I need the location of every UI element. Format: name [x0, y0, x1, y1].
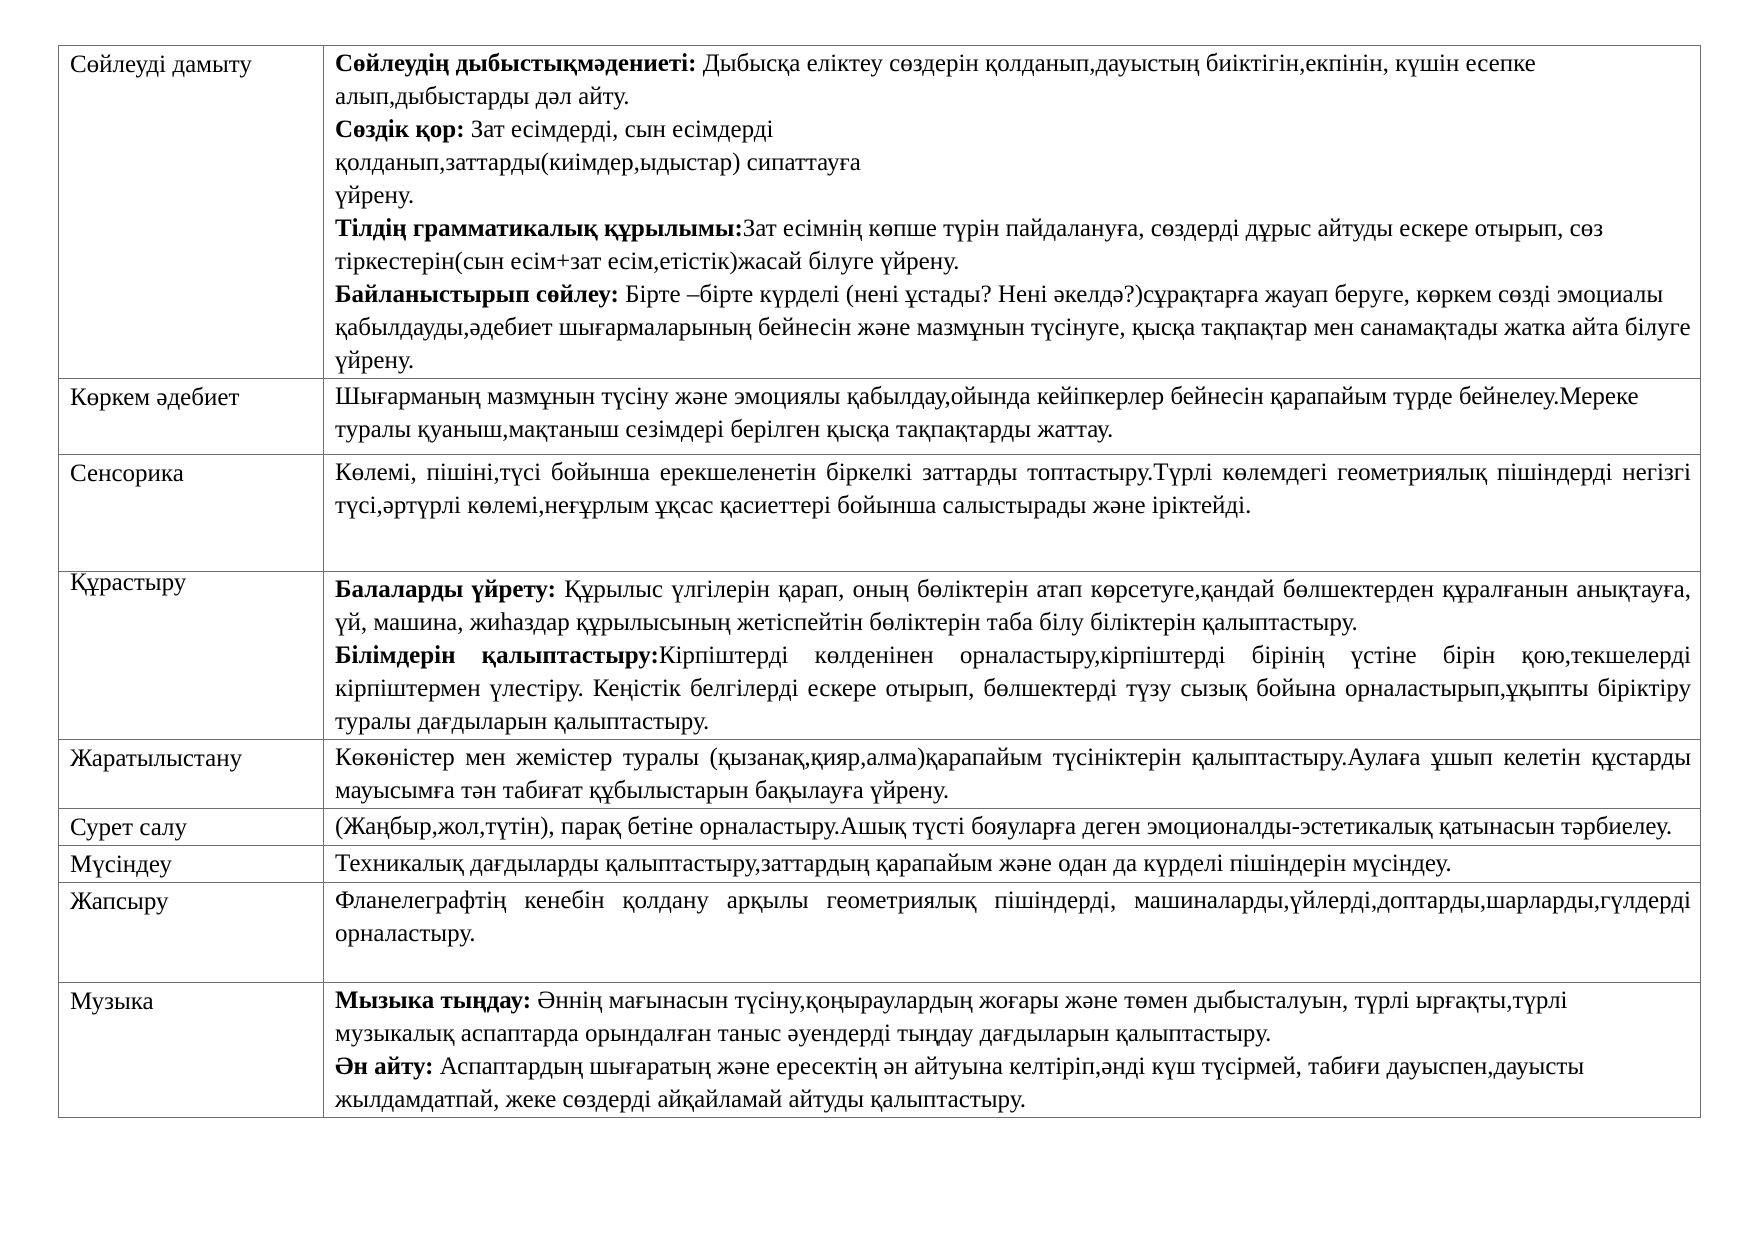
- paragraph: [335, 212, 1691, 278]
- subject-cell: Жапсыру: [59, 883, 324, 983]
- paragraph-text: Көкөністер мен жемістер туралы (қызанақ,қияр,алма)қарапайым түсініктерін қалыптастыру.Аулаға ұшып келетін құстарды мауысымға тән табиғат құбылыстарын бақылауға үйрену.: [335, 744, 1691, 804]
- content-cell: [324, 846, 1701, 883]
- table-row-sensorics: [59, 455, 1701, 572]
- subject-cell: Көркем әдебиет: [59, 379, 324, 455]
- paragraph-text: Фланелеграфтің кенебін қолдану арқылы геометриялық пішіндерді, машиналарды,үйлерді,доптарды,шарларды,гүлдерді орналастыру.: [335, 887, 1691, 947]
- table-row-construction: [59, 572, 1701, 740]
- subject-cell: Сөйлеуді дамыту: [59, 46, 324, 379]
- subject-cell: Музыка: [59, 983, 324, 1118]
- paragraph: [335, 380, 1691, 446]
- table-row-sculpting: [59, 846, 1701, 883]
- paragraph: [335, 884, 1691, 950]
- paragraph: [335, 810, 1691, 843]
- content-cell: [324, 46, 1701, 379]
- paragraph-label: Тілдің грамматикалық құрылымы:: [335, 215, 743, 242]
- paragraph-label: Сөйлеудің дыбыстықмәдениеті:: [335, 50, 697, 77]
- paragraph-text: (Жаңбыр,жол,түтін), парақ бетіне орналастыру.Ашық түсті бояуларға деген эмоционалды-эстетикалық қатынасын тәрбиелеу.: [335, 813, 1673, 840]
- paragraph: [335, 741, 1691, 807]
- content-cell: [324, 379, 1701, 455]
- subject-cell: [59, 569, 324, 740]
- content-cell: [324, 883, 1701, 983]
- subject-label: Құрастыру: [70, 569, 187, 596]
- paragraph: [335, 847, 1691, 880]
- table-row-applique: [59, 883, 1701, 983]
- paragraph: [335, 573, 1691, 639]
- paragraph: [335, 639, 1691, 738]
- paragraph-text: Бірте –бірте күрделі (нені ұстады? Нені әкелдә?)сұрақтарға жауап беруге, көркем сөзді эмоциалы қабылдауды,әдебиет шығармаларының бейнесін және мазмұнын түсінуге, қысқа тақпақтар мен санамақтады жатка айта білуге үйрену.: [335, 281, 1691, 374]
- table-row-natural-science: [59, 740, 1701, 809]
- subject-cell: Жаратылыстану: [59, 740, 324, 809]
- paragraph-label: Байланыстырып сөйлеу:: [335, 281, 619, 308]
- paragraph: [335, 984, 1691, 1050]
- paragraph: [335, 456, 1691, 522]
- paragraph-label: Ән айту:: [335, 1053, 434, 1080]
- content-cell: [324, 983, 1701, 1118]
- paragraph: [335, 278, 1691, 377]
- subject-cell: Мүсіндеу: [59, 846, 324, 883]
- table-row-speech-development: [59, 46, 1701, 379]
- content-cell: [324, 572, 1701, 740]
- paragraph-label: Мызыка тыңдау:: [335, 987, 532, 1014]
- paragraph-text: Зат есімдерді, сын есімдерді қолданып,заттарды(киімдер,ыдыстар) сипаттауға үйрену.: [335, 116, 861, 209]
- table-row-music: [59, 983, 1701, 1118]
- paragraph-text: Зат есімнің көпше түрін пайдалануға, сөздерді дұрыс айтуды ескере отырып, сөз тіркестерін(сын есім+зат есім,етістік)жасай білуге үйрену.: [335, 215, 1604, 275]
- paragraph: [335, 113, 900, 212]
- content-cell: [324, 740, 1701, 809]
- paragraph-text: Құрылыс үлгілерін қарап, оның бөліктерін атап көрсетуге,қандай бөлшектерден құралғанын анықтауға, үй, машина, жиһаздар құрылысының жетіспейтін бөліктерін таба білу біліктерін қалыптастыру.: [335, 576, 1691, 636]
- paragraph-text: Әннің мағынасын түсіну,қоңыраулардың жоғары және төмен дыбысталуын, түрлі ырғақты,түрлі музыкалық аспаптарда орындалған таныс әуендерді тыңдау дағдыларын қалыптастыру.: [335, 987, 1568, 1047]
- table-row-drawing: [59, 809, 1701, 846]
- paragraph-text: Аспаптардың шығаратың және ересектің ән айтуына келтіріп,әнді күш түсірмей, табиғи дауыспен,дауысты жылдамдатпай, жеке сөздерді айқайламай айтуды қалыптастыру.: [335, 1053, 1585, 1113]
- subject-cell: Сенсорика: [59, 455, 324, 572]
- paragraph-label: Балаларды үйрету:: [335, 576, 556, 603]
- paragraph-text: Көлемі, пішіні,түсі бойынша ерекшеленетін біркелкі заттарды топтастыру.Түрлі көлемдегі геометриялық пішіндерді негізгі түсі,әртүрлі көлемі,неғұрлым ұқсас қасиеттері бойынша салыстырады және іріктейді.: [335, 459, 1691, 519]
- subject-cell: Сурет салу: [59, 809, 324, 846]
- paragraph-text: Кірпіштерді көлденінен орналастыру,кірпіштерді бірінің үстіне бірін қою,текшелерді кірпіштермен үлестіру. Кеңістік белгілерді ескере отырып, бөлшектерді түзу сызық бойына орналастырып,ұқыпты біріктіру туралы дағдыларын қалыптастыру.: [335, 642, 1691, 735]
- paragraph-label: Білімдерін қалыптастыру:: [335, 642, 659, 669]
- paragraph: [335, 47, 1691, 113]
- content-cell: [324, 455, 1701, 572]
- paragraph-label: Сөздік қор:: [335, 116, 465, 143]
- content-cell: [324, 809, 1701, 846]
- paragraph-text: Дыбысқа еліктеу сөздерін қолданып,дауыстың биіктігін,екпінін, күшін есепке алып,дыбыстарды дәл айту.: [335, 50, 1536, 110]
- table-row-literature: [59, 379, 1701, 455]
- curriculum-table: [58, 45, 1701, 1118]
- paragraph-text: Техникалық дағдыларды қалыптастыру,заттардың қарапайым және одан да күрделі пішіндерін мүсіндеу.: [335, 850, 1452, 877]
- paragraph: [335, 1050, 1691, 1116]
- paragraph-text: Шығарманың мазмұнын түсіну және эмоциялы қабылдау,ойында кейіпкерлер бейнесін қарапайым түрде бейнелеу.Мереке туралы қуаныш,мақтаныш сезімдері берілген қысқа тақпақтарды жаттау.: [335, 383, 1639, 443]
